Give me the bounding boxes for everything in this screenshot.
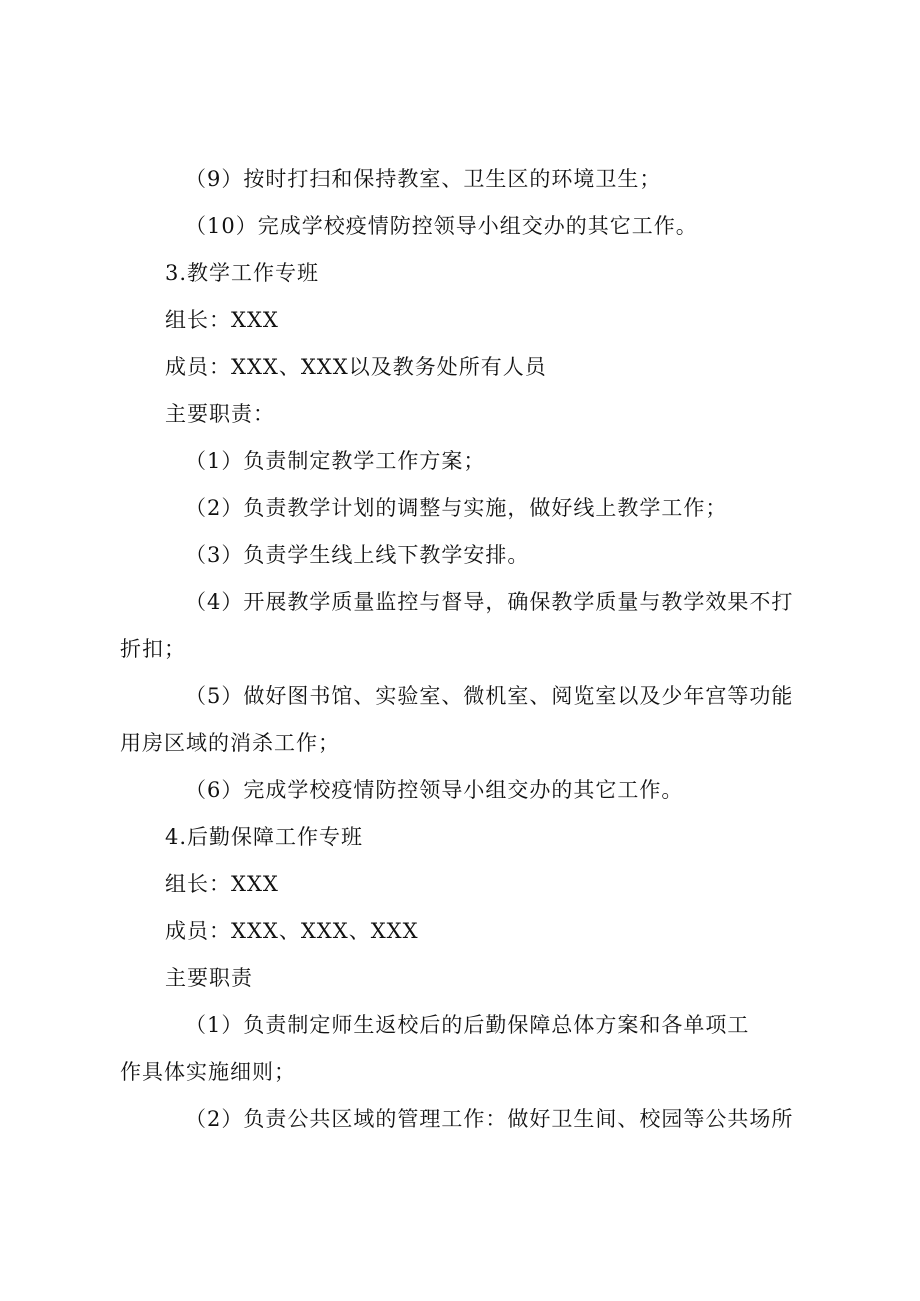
duty-item-5: （5）做好图书馆、实验室、微机室、阅览室以及少年宫等功能用房区域的消杀工作； xyxy=(120,684,794,755)
duties-heading: 主要职责 xyxy=(165,966,253,990)
team-members: 成员：XXX、XXX以及教务处所有人员 xyxy=(165,355,547,379)
duty-item-2: （2）负责教学计划的调整与实施，做好线上教学工作； xyxy=(185,496,728,520)
duty-item-6: （6）完成学校疫情防控领导小组交办的其它工作。 xyxy=(185,778,684,802)
duty-item-4: （4）开展教学质量监控与督导，确保教学质量与教学效果不打折扣； xyxy=(120,590,794,661)
team-members: 成员：XXX、XXX、XXX xyxy=(165,919,419,943)
duty-item-2: （2）负责公共区域的管理工作：做好卫生间、校园等公共场所 xyxy=(185,1107,794,1131)
duties-heading: 主要职责： xyxy=(165,402,275,426)
document-body xyxy=(120,156,810,1143)
duty-item-9: （9）按时打扫和保持教室、卫生区的环境卫生； xyxy=(185,167,662,191)
duty-item-1: （1）负责制定师生返校后的后勤保障总体方案和各单项工 xyxy=(185,1013,750,1037)
section-heading-teaching: 3.教学工作专班 xyxy=(165,261,320,285)
duty-item-10: （10）完成学校疫情防控领导小组交办的其它工作。 xyxy=(185,214,698,238)
duty-item-3: （3）负责学生线上线下教学安排。 xyxy=(185,543,530,567)
duty-item-1-continued: 作具体实施细则； xyxy=(120,1060,296,1084)
team-leader: 组长：XXX xyxy=(165,308,279,332)
duty-item-1: （1）负责制定教学工作方案； xyxy=(185,449,486,473)
team-leader: 组长：XXX xyxy=(165,872,279,896)
section-heading-logistics: 4.后勤保障工作专班 xyxy=(165,825,364,849)
